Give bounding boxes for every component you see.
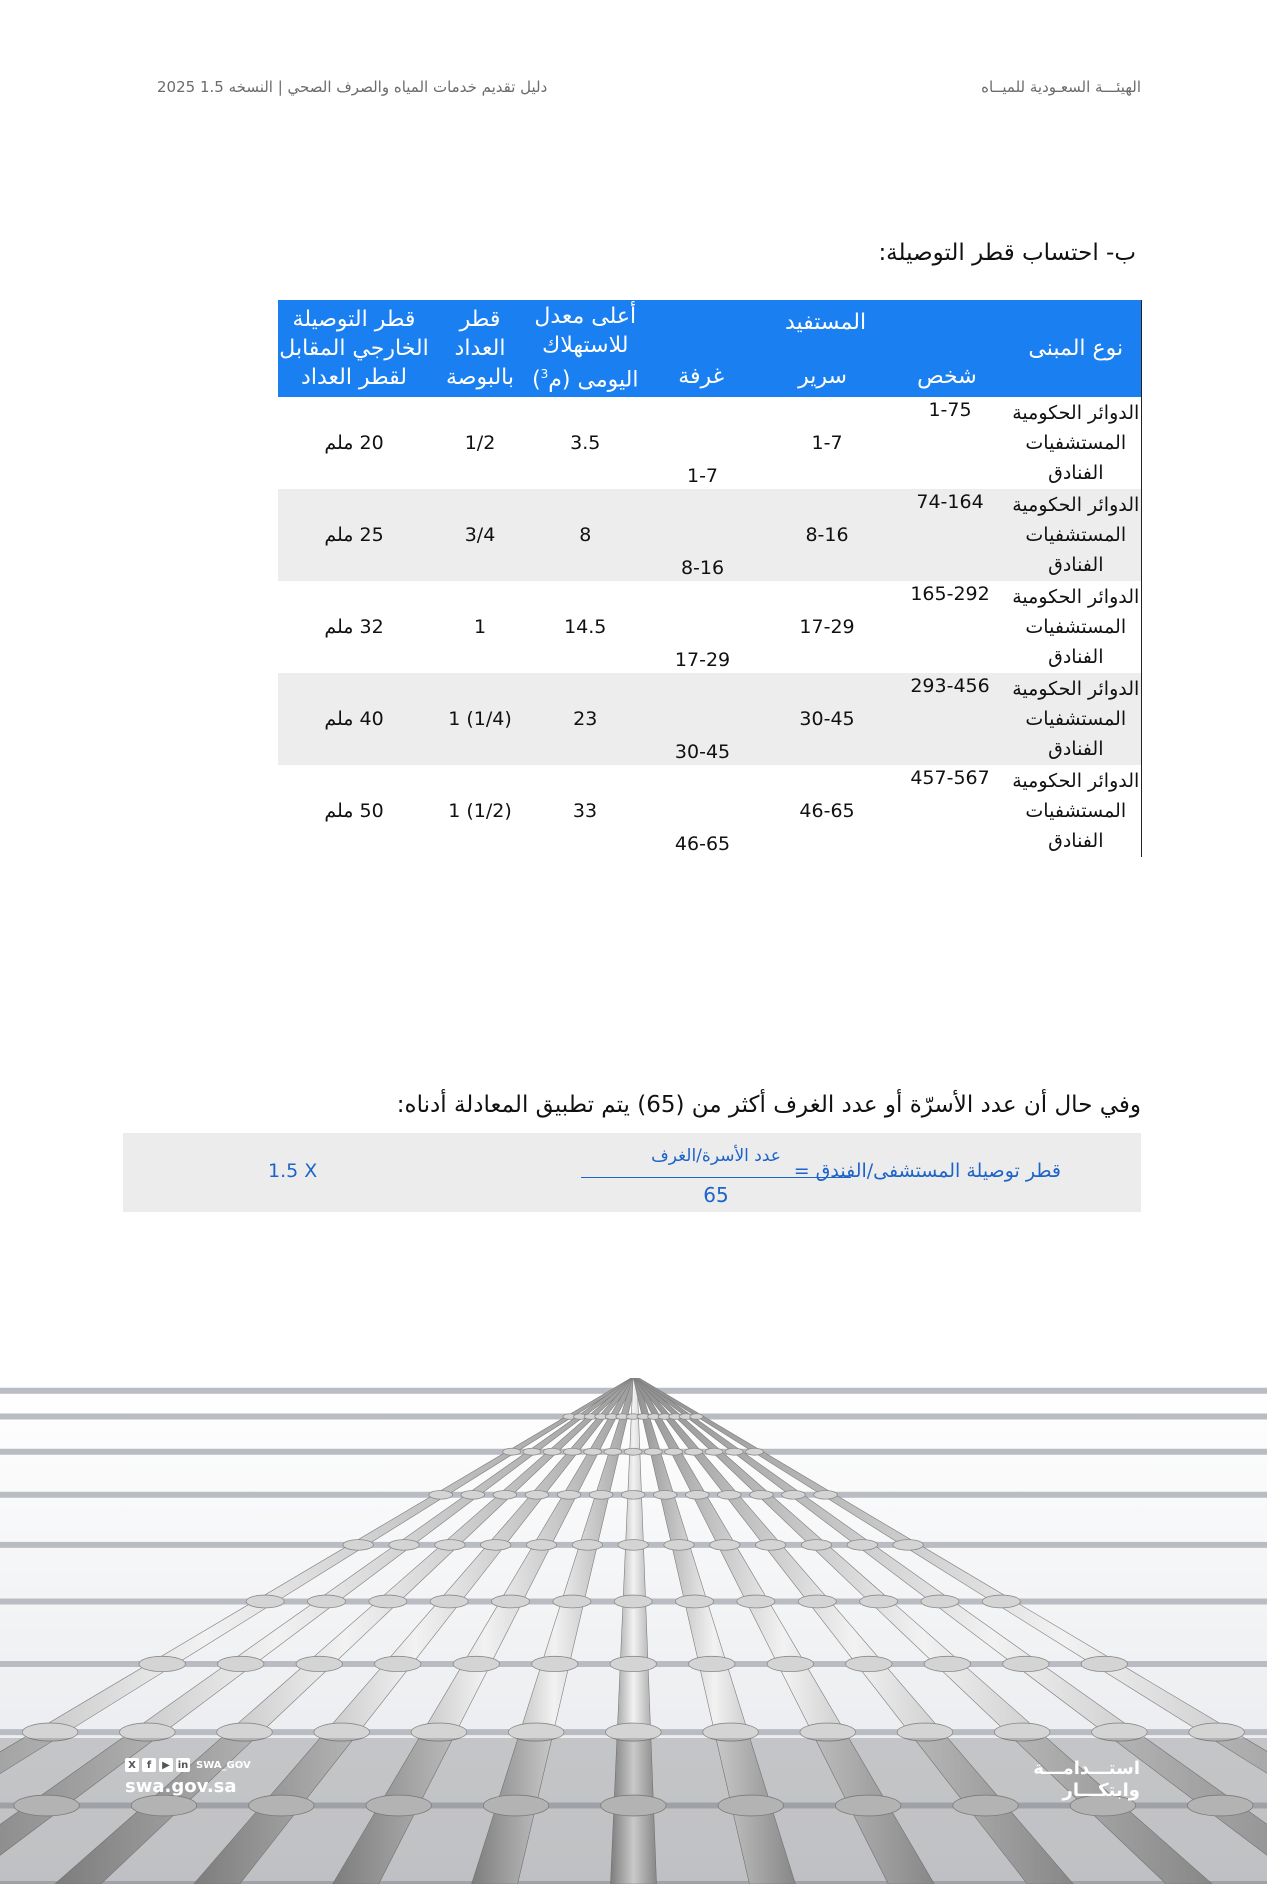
person-range: 1-75 <box>928 399 972 421</box>
table-row <box>278 581 1141 673</box>
meter-cell: 1 <box>473 616 487 638</box>
bed-cell <box>765 765 889 857</box>
bed-range: 46-65 <box>799 800 855 822</box>
building-types: الدوائر الحكومية المستشفيات الفنادق <box>1012 402 1140 484</box>
header-connection-diameter: قطر التوصيلة الخارجي المقابل لقطر العداد <box>278 300 430 397</box>
connection-cell: 50 ملم <box>324 800 384 822</box>
consumption-cell: 3.5 <box>570 432 601 454</box>
header-building-type: نوع المبنى <box>1011 300 1141 397</box>
condition-text: وفي حال أن عدد الأسرّة أو عدد الغرف أكثر من (65) يتم تطبيق المعادلة أدناه: <box>396 1092 1141 1118</box>
bed-range: 17-29 <box>799 616 855 638</box>
building-types: الدوائر الحكومية المستشفيات الفنادق <box>1012 770 1140 852</box>
person-cell <box>889 489 1011 581</box>
room-range: 8-16 <box>680 557 725 579</box>
header-room: غرفة <box>678 364 725 389</box>
room-cell <box>640 581 765 673</box>
x-icon[interactable]: X <box>125 1758 139 1772</box>
facebook-icon[interactable]: f <box>142 1758 156 1772</box>
connection-diameter-table <box>278 300 1142 857</box>
header-max-consumption: أعلى معدل للاستهلاك اليومى (م$^3$) <box>530 300 640 397</box>
consumption-cell: 14.5 <box>564 616 607 638</box>
formula-box <box>123 1133 1141 1212</box>
bed-range: 1-7 <box>811 432 843 454</box>
table-row <box>278 673 1141 765</box>
table-row <box>278 489 1141 581</box>
header-beneficiary <box>640 300 1011 397</box>
consumption-cell: 33 <box>572 800 598 822</box>
bed-cell <box>765 673 889 765</box>
building-types: الدوائر الحكومية المستشفيات الفنادق <box>1012 586 1140 668</box>
building-types: الدوائر الحكومية المستشفيات الفنادق <box>1011 489 1141 581</box>
connection-cell: 40 ملم <box>278 673 430 765</box>
pipes-image <box>0 1378 1267 1884</box>
table-row <box>278 765 1141 857</box>
person-cell <box>889 765 1011 857</box>
bed-range: 8-16 <box>805 524 849 546</box>
meter-cell: 1 (1/2) <box>448 800 512 822</box>
room-cell <box>640 673 765 765</box>
formula-multiplier: 1.5 X <box>268 1160 318 1182</box>
connection-cell: 25 ملم <box>278 489 430 581</box>
table-row <box>278 397 1141 489</box>
header-bed: سرير <box>798 364 847 389</box>
room-range: 30-45 <box>674 741 731 763</box>
person-range: 293-456 <box>910 675 990 697</box>
formula-denominator: 65 <box>703 1183 729 1207</box>
header-person: شخص <box>917 364 977 389</box>
building-types: الدوائر الحكومية المستشفيات الفنادق <box>1011 673 1141 765</box>
room-cell <box>640 765 765 857</box>
youtube-icon[interactable]: ▶ <box>159 1758 173 1772</box>
room-range: 46-65 <box>674 833 731 855</box>
room-cell <box>640 489 765 581</box>
bed-cell <box>765 397 889 489</box>
person-range: 74-164 <box>916 491 984 513</box>
social-handle: SWA_GOV <box>196 1759 251 1771</box>
formula-numerator: عدد الأسرة/الغرف <box>651 1146 781 1166</box>
header-meter-diameter: قطر العداد بالبوصة <box>430 300 530 397</box>
person-cell <box>889 673 1011 765</box>
room-range: 17-29 <box>674 649 731 671</box>
meter-cell: 1 (1/4) <box>430 673 530 765</box>
bed-cell <box>765 489 889 581</box>
linkedin-icon[interactable]: in <box>177 1759 189 1771</box>
meter-cell: 1/2 <box>464 432 496 454</box>
footer-slogan: استـــدامـــة وابتكـــار <box>1033 1758 1140 1801</box>
person-cell <box>889 397 1011 489</box>
formula-lhs: قطر توصيلة المستشفى/الفندق = <box>793 1160 1061 1182</box>
room-range: 1-7 <box>686 465 719 487</box>
person-range: 457-567 <box>910 767 990 789</box>
room-cell <box>640 397 765 489</box>
connection-cell: 32 ملم <box>324 616 384 638</box>
bed-cell <box>765 581 889 673</box>
bed-range: 30-45 <box>799 708 855 730</box>
section-title: ب- احتساب قطر التوصيلة: <box>878 240 1136 266</box>
consumption-cell: 23 <box>530 673 640 765</box>
consumption-cell: 8 <box>530 489 640 581</box>
person-cell <box>889 581 1011 673</box>
header-doc-title: دليل تقديم خدمات المياه والصرف الصحي | النسخه 1.5 2025 <box>157 78 548 96</box>
person-range: 165-292 <box>910 583 990 605</box>
connection-cell: 20 ملم <box>324 432 384 454</box>
header-org: الهيئـــة السعـودية للميــاه <box>981 78 1141 96</box>
website-link[interactable]: swa.gov.sa <box>125 1776 237 1797</box>
meter-cell: 3/4 <box>430 489 530 581</box>
social-links <box>125 1758 251 1772</box>
fraction-line <box>581 1177 851 1178</box>
header-beneficiary-label: المستفيد <box>784 310 867 335</box>
